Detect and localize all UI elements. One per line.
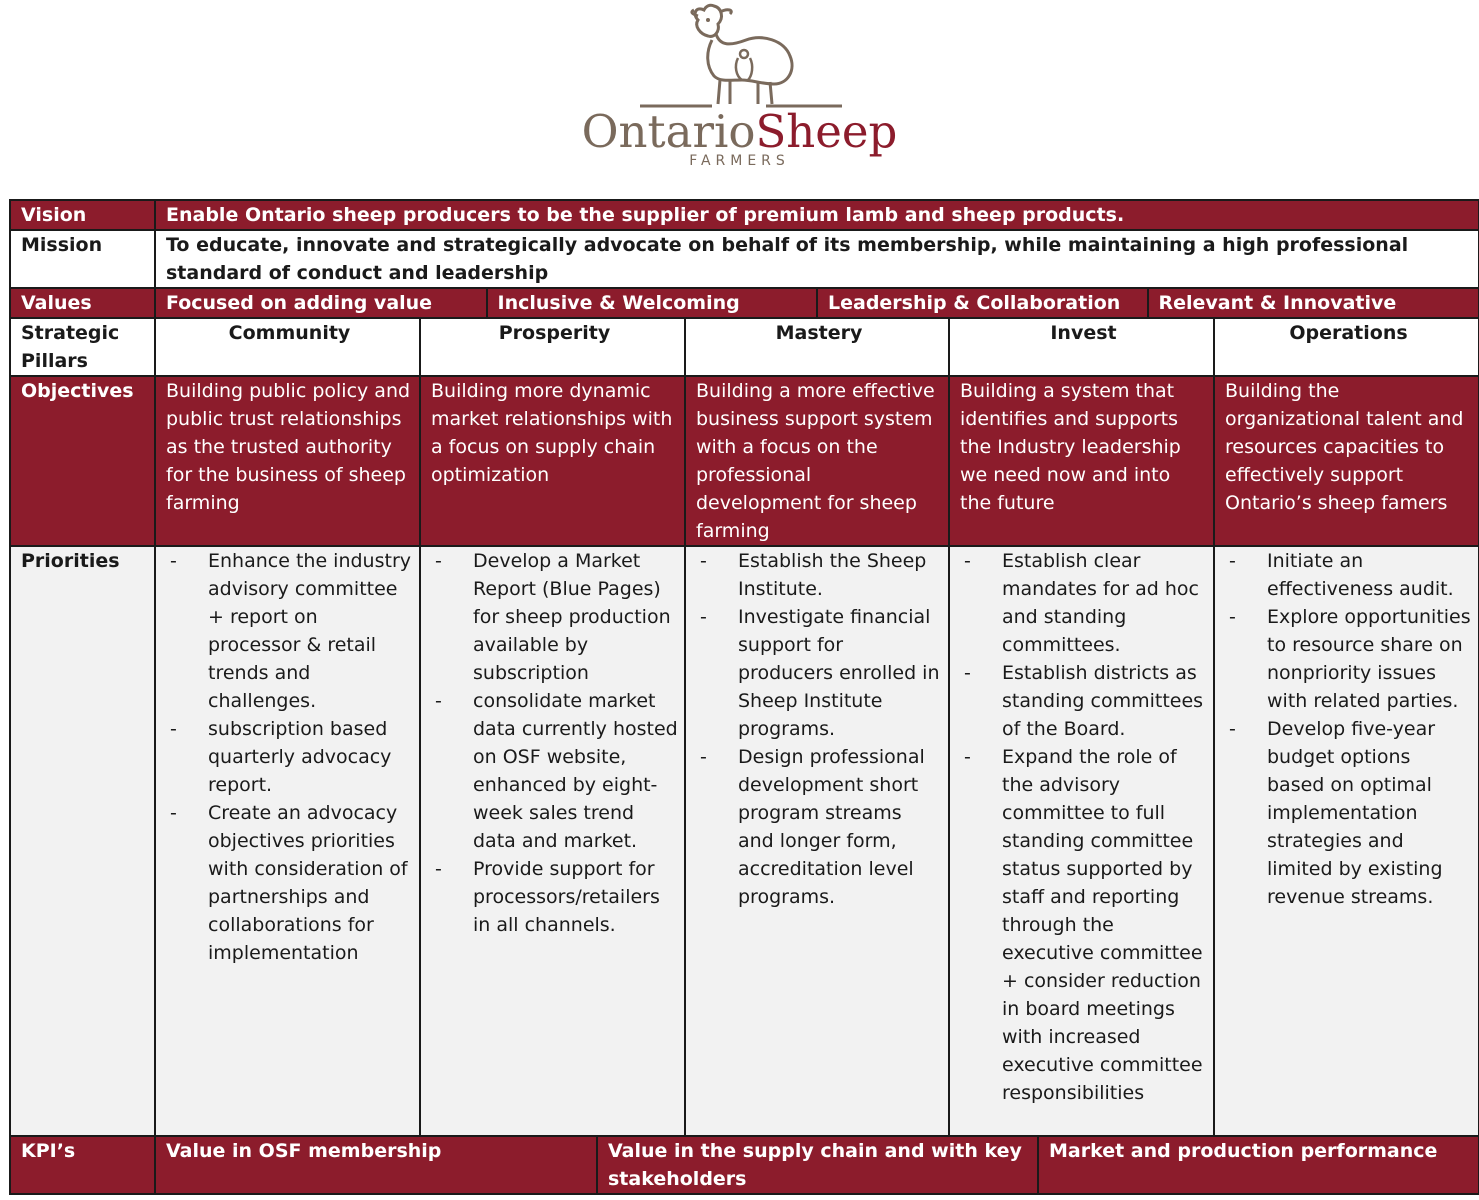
pillar-operations: Operations: [1214, 318, 1479, 376]
objective-mastery: Building a more effective business support system with a focus on the professional development for sheep farming: [685, 376, 949, 546]
priorities-invest: [949, 546, 1214, 1136]
kpi-item: Market and production performance: [1038, 1137, 1479, 1193]
list-item: - Establish clear mandates for ad hoc and standing committees.: [960, 547, 1207, 659]
priorities-row: [10, 546, 1479, 1136]
mission-row: [10, 230, 1479, 288]
values-row: [10, 288, 1479, 318]
list-item: - Develop five-year budget options based on optimal implementation strategies and limited by existing revenue streams.: [1225, 715, 1472, 911]
list-item: - Enhance the industry advisory committee + report on processor & retail trends and challenges.: [166, 547, 413, 715]
logo-word-ontario: Ontario: [581, 105, 756, 158]
mission-text: To educate, innovate and strategically advocate on behalf of its membership, while maintaining a high professional standard of conduct and leadership: [155, 230, 1479, 288]
list-item: - Establish districts as standing committees of the Board.: [960, 659, 1207, 743]
list-item: - Investigate financial support for producers enrolled in Sheep Institute programs.: [696, 603, 942, 743]
pillar-prosperity: Prosperity: [420, 318, 685, 376]
list-item: - Create an advocacy objectives priorities with consideration of partnerships and collaborations for implementation: [166, 799, 413, 967]
priorities-label: Priorities: [10, 546, 155, 1136]
strategic-plan-table: [9, 199, 1479, 1195]
kpi-list: [156, 1137, 1479, 1193]
kpi-label: KPI’s: [10, 1136, 155, 1194]
vision-row: [10, 200, 1479, 230]
value-item: Focused on adding value: [166, 292, 433, 314]
vision-text: Enable Ontario sheep producers to be the supplier of premium lamb and sheep products.: [155, 200, 1479, 230]
objective-community: Building public policy and public trust relationships as the trusted authority for the business of sheep farming: [155, 376, 420, 546]
logo-word-sheep: Sheep: [755, 105, 898, 158]
logo-wordmark: [0, 104, 1479, 160]
list-item: - Design professional development short program streams and longer form, accreditation level programs.: [696, 743, 942, 911]
pillar-community: Community: [155, 318, 420, 376]
objective-operations: Building the organizational talent and resources capacities to effectively support Ontario’s sheep famers: [1214, 376, 1479, 546]
objective-prosperity: Building more dynamic market relationships with a focus on supply chain optimization: [420, 376, 685, 546]
list-item: - Establish the Sheep Institute.: [696, 547, 942, 603]
objectives-label: Objectives: [10, 376, 155, 546]
value-item: Inclusive & Welcoming: [487, 289, 818, 317]
kpi-item: Value in the supply chain and with key stakeholders: [597, 1137, 1038, 1193]
objectives-row: [10, 376, 1479, 546]
value-item: Leadership & Collaboration: [817, 289, 1148, 317]
value-item: Relevant & Innovative: [1148, 289, 1479, 317]
list-item: - Expand the role of the advisory committee to full standing committee status supported by staff and reporting through the executive committee + consider reduction in board meetings with increased executive committee responsibilities: [960, 743, 1207, 1107]
list-item: - subscription based quarterly advocacy report.: [166, 715, 413, 799]
objective-invest: Building a system that identifies and supports the Industry leadership we need now and into the future: [949, 376, 1214, 546]
list-item: - consolidate market data currently hosted on OSF website, enhanced by eight-week sales trend data and market.: [431, 687, 678, 855]
priorities-operations: [1214, 546, 1479, 1136]
sheep-icon: [634, 0, 854, 112]
logo: [0, 0, 1479, 190]
vision-label: Vision: [10, 200, 155, 230]
mission-label: Mission: [10, 230, 155, 288]
priorities-prosperity: [420, 546, 685, 1136]
priorities-mastery: [685, 546, 949, 1136]
pillars-label: Strategic Pillars: [10, 318, 155, 376]
list-item: - Develop a Market Report (Blue Pages) for sheep production available by subscription: [431, 547, 678, 687]
pillars-row: [10, 318, 1479, 376]
kpi-item: Value in OSF membership: [166, 1140, 442, 1162]
priorities-community: [155, 546, 420, 1136]
list-item: - Explore opportunities to resource share on nonpriority issues with related parties.: [1225, 603, 1472, 715]
kpi-row: [10, 1136, 1479, 1194]
pillar-mastery: Mastery: [685, 318, 949, 376]
values-label: Values: [10, 288, 155, 318]
logo-subtitle: FARMERS: [689, 153, 790, 169]
list-item: - Provide support for processors/retailers in all channels.: [431, 855, 678, 939]
values-list: [156, 289, 1478, 317]
pillar-invest: Invest: [949, 318, 1214, 376]
list-item: - Initiate an effectiveness audit.: [1225, 547, 1472, 603]
